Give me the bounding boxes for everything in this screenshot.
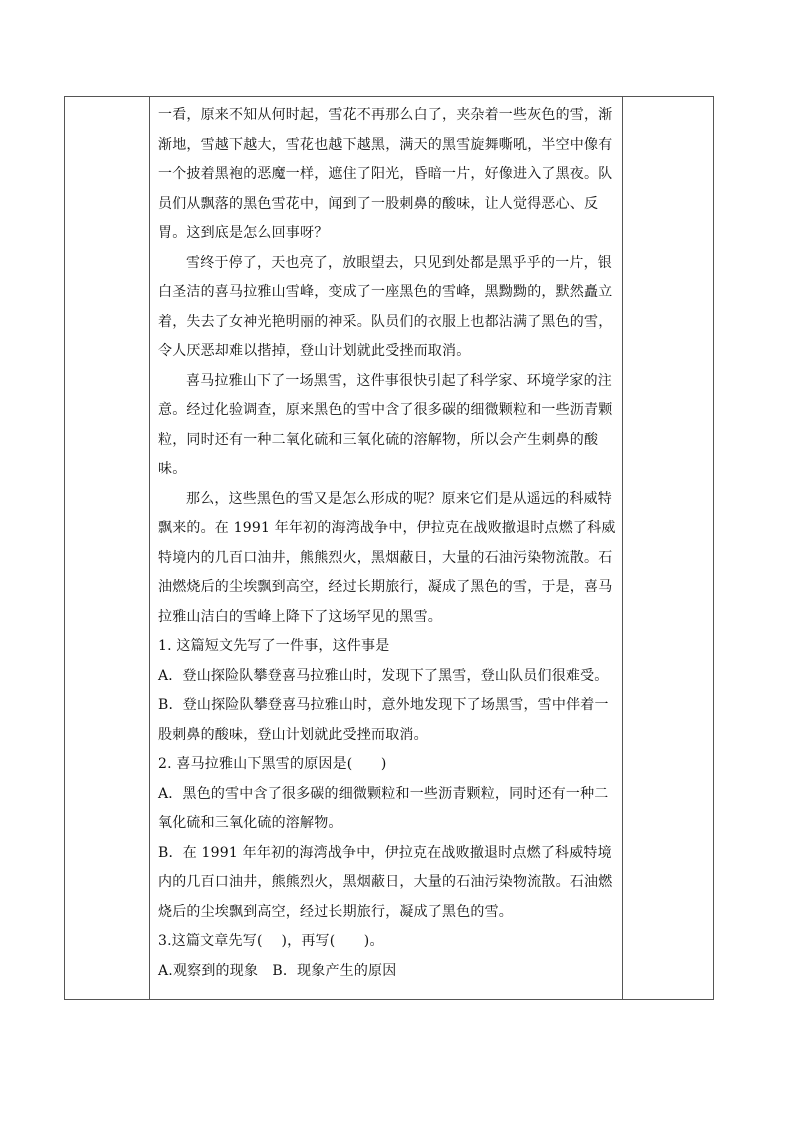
table-column-divider-left [149, 97, 150, 999]
question-3-stem: 3.这篇文章先写( )，再写( )。 [158, 933, 384, 949]
question-1-option-a: A．登山探险队攀登喜马拉雅山时，发现下了黑雪，登山队员们很难受。 [158, 667, 609, 684]
question-2-stem: 2. 喜马拉雅山下黑雪的原因是( ) [158, 756, 387, 772]
document-table [64, 96, 714, 1000]
question-1-stem: 1. 这篇短文先写了一件事，这件事是 [158, 638, 390, 654]
article-paragraph-1: 一看，原来不知从何时起，雪花不再那么白了，夹杂着一些灰色的雪，渐渐地，雪越下越大，雪花也越下越黑，满天的黑雪旋舞嘶吼，半空中像有一个披着黑袍的恶魔一样，遮住了阳光，昏暗一片，好像进入了黑夜。队员们从飘落的黑色雪花中，闻到了一股刺鼻的酸味，让人觉得恶心、反胃。这到底是怎么回事呀？ [158, 107, 613, 241]
question-1-option-b: B．登山探险队攀登喜马拉雅山时，意外地发现下了场黑雪，雪中伴着一股刺鼻的酸味，登山计划就此受挫而取消。 [158, 697, 609, 743]
table-column-divider-right [622, 97, 623, 999]
table-content-cell [158, 101, 616, 986]
question-2-option-b: B．在 1991 年年初的海湾战争中，伊拉克在战败撤退时点燃了科威特境内的几百口油井，熊熊烈火，黑烟蔽日，大量的石油污染物流散。石油燃烧后的尘埃飘到高空，经过长期旅行，凝成了黑色的雪。 [158, 844, 613, 920]
article-paragraph-3: 喜马拉雅山下了一场黑雪，这件事很快引起了科学家、环境学家的注意。经过化验调查，原来黑色的雪中含了很多碳的细微颗粒和一些沥青颗粒，同时还有一种二氧化硫和三氧化硫的溶解物，所以会产生刺鼻的酸味。 [158, 372, 613, 477]
question-2-option-a: A．黑色的雪中含了很多碳的细微颗粒和一些沥青颗粒，同时还有一种二氧化硫和三氧化硫的溶解物。 [158, 785, 609, 831]
article-paragraph-4: 那么，这些黑色的雪又是怎么形成的呢？原来它们是从遥远的科威特飘来的。在 1991 年年初的海湾战争中，伊拉克在战败撤退时点燃了科威特境内的几百口油井，熊熊烈火，黑烟蔽日，大量的石油污染物流散。石油燃烧后的尘埃飘到高空，经过长期旅行，凝成了黑色的雪，于是，喜马拉雅山洁白的雪峰上降下了这场罕见的黑雪。 [158, 490, 616, 625]
article-paragraph-2: 雪终于停了，天也亮了，放眼望去，只见到处都是黑乎乎的一片，银白圣洁的喜马拉雅山雪峰，变成了一座黑色的雪峰，黑黝黝的，默然矗立着，失去了女神光艳明丽的神采。队员们的衣服上也都沾满了黑色的雪，令人厌恶却难以揩掉，登山计划就此受挫而取消。 [158, 254, 613, 359]
question-3-options: A.观察到的现象 B．现象产生的原因 [158, 962, 397, 979]
